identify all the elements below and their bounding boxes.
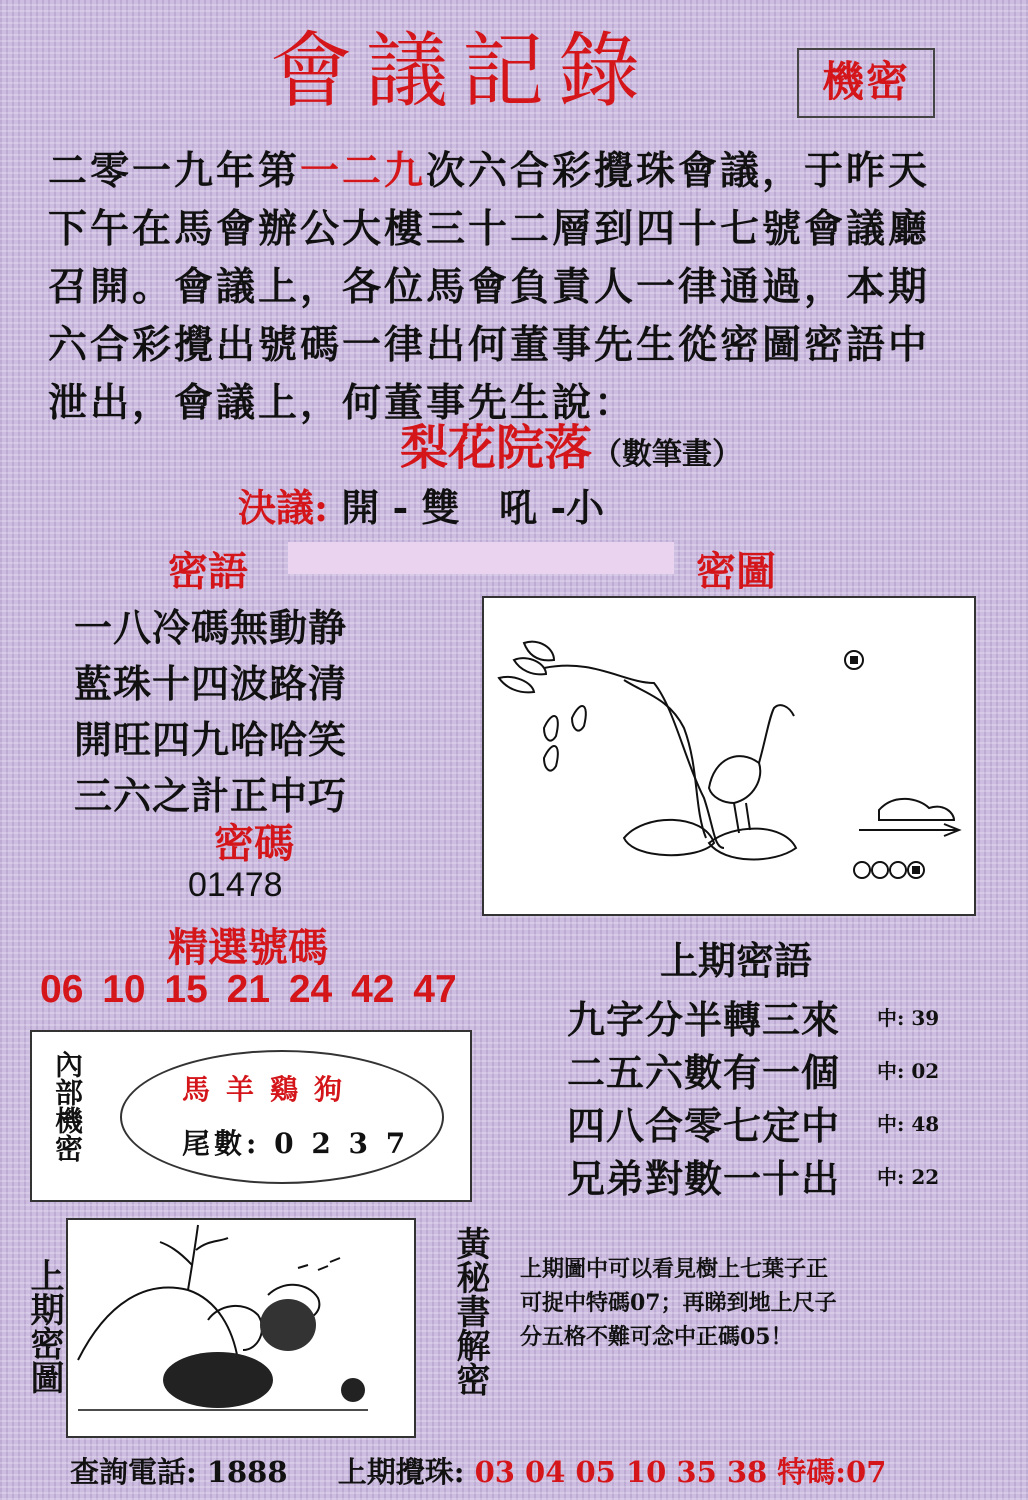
issue-number: 一二九 (300, 148, 427, 194)
para-line-2: 下午在馬會辦公大樓三十二層到四十七號會議廳 (48, 206, 931, 252)
last-verse-row (567, 1149, 939, 1202)
animals-drawing (68, 1220, 414, 1436)
verse-line: 開旺四九哈哈笑 (74, 717, 348, 762)
last-verses (567, 990, 939, 1202)
last-verse-hit: 中: 22 (877, 1165, 940, 1189)
meeting-paragraph (48, 142, 998, 432)
para-line-3: 召開。會議上，各位馬會負責人一律通過，本期 (48, 264, 931, 310)
secret-code-header: 密碼 (214, 820, 294, 867)
verse-line: 三六之計正中巧 (74, 773, 348, 818)
last-draw-label: 上期攪珠: (337, 1455, 465, 1489)
para-line-5: 泄出，會議上，何董事先生說： (48, 380, 637, 426)
last-verse-hit: 中: 39 (877, 1006, 940, 1030)
last-draw-numbers: 03 04 05 10 35 38 特碼:07 (474, 1455, 887, 1489)
zodiac-list: 馬羊鷄狗 (182, 1073, 359, 1106)
decision-text: 開 - 雙 吼 -小 (328, 485, 605, 530)
verse-line: 一八冷碼無動静 (74, 605, 348, 650)
decision (238, 480, 604, 536)
last-verse: 二五六數有一個 (567, 1050, 841, 1095)
secret-picture-header: 密圖 (696, 548, 776, 595)
secret-badge: 機密 (797, 48, 935, 118)
secret-code: 01478 (188, 866, 283, 904)
riddle (400, 418, 742, 485)
last-verse: 兄弟對數一十出 (567, 1156, 841, 1201)
last-verse-row (567, 1096, 939, 1149)
heron-tree-drawing (484, 598, 974, 914)
explanation-line: 分五格不難可念中正碼05！ (520, 1324, 793, 1350)
phone-number: 1888 (206, 1455, 288, 1489)
page-title: 會議記錄 (270, 24, 655, 119)
last-picture-label: 上期密圖 (24, 1258, 64, 1394)
riddle-main: 梨花院落 (400, 420, 593, 476)
inner-secret-label: 內部機密 (51, 1050, 84, 1162)
para-line-1a: 二零一九年第 (48, 148, 301, 194)
selected-numbers-header: 精選號碼 (168, 924, 328, 971)
masked-strip (288, 542, 674, 574)
last-verse-hit: 中: 02 (877, 1059, 940, 1083)
last-verse-row (567, 990, 939, 1043)
last-verse-hit: 中: 48 (877, 1112, 940, 1136)
riddle-note: （數筆畫） (592, 437, 743, 472)
secretary-label: 黃秘書解密 (450, 1226, 490, 1396)
selected-numbers: 06 10 15 21 24 42 47 (40, 968, 457, 1011)
verse-line: 藍珠十四波路清 (74, 661, 348, 706)
tail-numbers: 尾數: 0 2 3 7 (182, 1127, 410, 1160)
para-line-4: 六合彩攪出號碼一律出何董事先生從密圖密語中 (48, 322, 931, 368)
decision-label: 決議: (238, 485, 329, 530)
last-verses-header: 上期密語 (660, 938, 813, 983)
last-picture (66, 1218, 416, 1438)
last-verse: 九字分半轉三來 (567, 997, 841, 1042)
secret-verses (74, 600, 347, 824)
footer (70, 1450, 886, 1491)
explanation-line: 可捉中特碼07；再睇到地上尺子 (520, 1290, 837, 1316)
para-line-1b: 次六合彩攪珠會議，于昨天 (426, 148, 931, 194)
explanation-line: 上期圖中可以看見樹上七葉子正 (520, 1256, 829, 1282)
explanation (520, 1252, 940, 1354)
inner-secret-box (30, 1030, 472, 1202)
last-verse-row (567, 1043, 939, 1096)
secret-picture (482, 596, 976, 916)
secret-words-header: 密語 (168, 548, 248, 595)
phone-label: 查詢電話: (70, 1455, 197, 1489)
last-verse: 四八合零七定中 (567, 1103, 841, 1148)
